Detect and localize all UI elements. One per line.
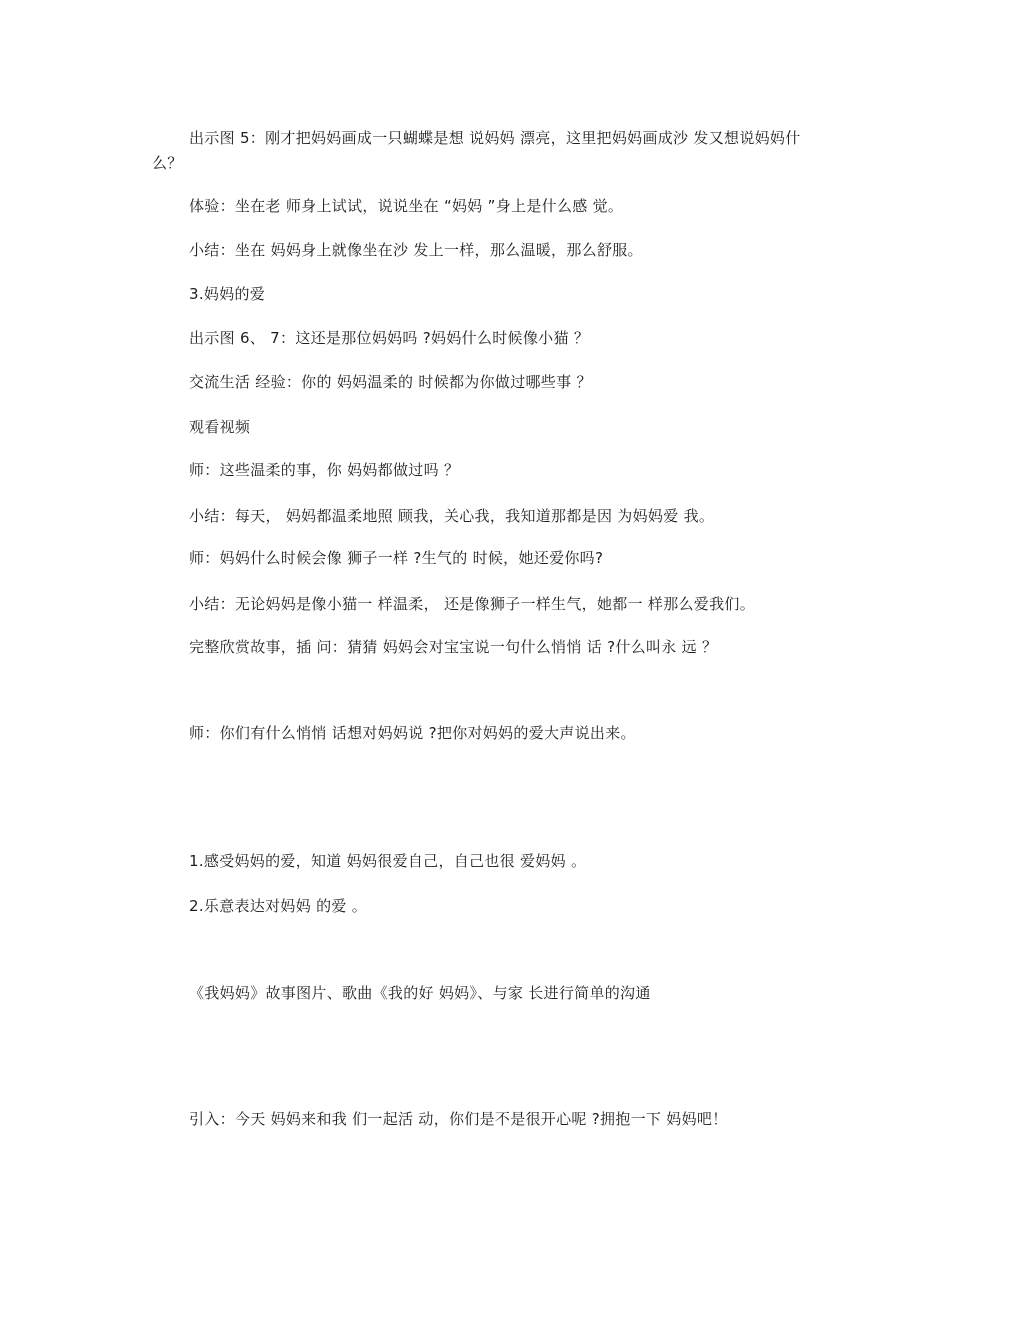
paragraph-line: 小结：每天， 妈妈都温柔地照 顾我，关心我，我知道那都是因 为妈妈爱 我。 (189, 507, 715, 525)
paragraph-line: 师：你们有什么悄悄 话想对妈妈说 ?把你对妈妈的爱大声说出来。 (189, 724, 636, 742)
objective-item: 1.感受妈妈的爱，知道 妈妈很爱自己，自己也很 爱妈妈 。 (189, 852, 587, 870)
materials-line: 《我妈妈》故事图片、歌曲《我的好 妈妈》、与家 长进行简单的沟通 (189, 984, 651, 1002)
paragraph-line: 出示图 5：刚才把妈妈画成一只蝴蝶是想 说妈妈 漂亮，这里把妈妈画成沙 发又想说妈妈什 (189, 129, 801, 147)
paragraph-line: 小结：坐在 妈妈身上就像坐在沙 发上一样，那么温暖，那么舒服。 (189, 241, 643, 259)
paragraph-line: 师：这些温柔的事，你 妈妈都做过吗 ？ (189, 461, 460, 479)
paragraph-line: 交流生活 经验：你的 妈妈温柔的 时候都为你做过哪些事 ？ (189, 373, 592, 391)
paragraph-line: 师：妈妈什么时候会像 狮子一样 ?生气的 时候，她还爱你吗? (189, 549, 604, 567)
paragraph-line: 观看视频 (189, 418, 251, 436)
section-heading: 3.妈妈的爱 (189, 285, 266, 303)
paragraph-line: 小结：无论妈妈是像小猫一 样温柔， 还是像狮子一样生气，她都一 样那么爱我们。 (189, 595, 756, 613)
objective-item: 2.乐意表达对妈妈 的爱 。 (189, 897, 368, 915)
paragraph-line: 么？ (152, 154, 183, 172)
paragraph-line: 完整欣赏故事，插 问：猜猜 妈妈会对宝宝说一句什么悄悄 话 ?什么叫永 远 ？ (189, 638, 718, 656)
paragraph-line: 引入：今天 妈妈来和我 们一起活 动，你们是不是很开心呢 ?拥抱一下 妈妈吧！ (189, 1110, 728, 1128)
paragraph-line: 出示图 6、 7：这还是那位妈妈吗 ?妈妈什么时候像小猫 ？ (189, 329, 590, 347)
paragraph-line: 体验：坐在老 师身上试试，说说坐在 “妈妈 ”身上是什么感 觉。 (189, 197, 624, 215)
